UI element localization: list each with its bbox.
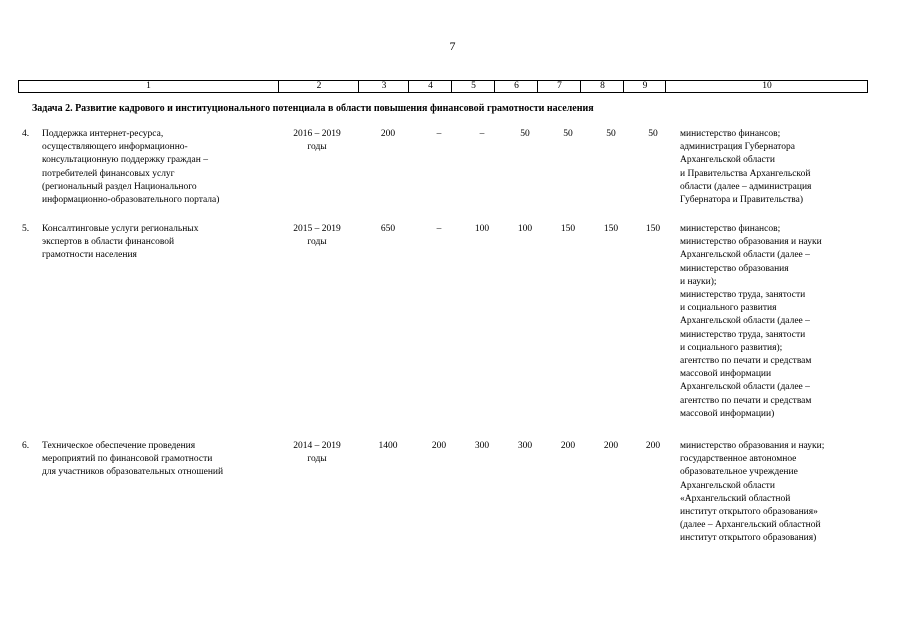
activity-name: Консалтинговые услуги региональных экспертов в области финансовой грамотности населения	[42, 224, 199, 261]
header-col-6: 6	[494, 81, 538, 92]
period: 2015 – 2019 годы	[293, 224, 341, 248]
value-year: 50	[648, 129, 658, 139]
header-col-2: 2	[278, 81, 359, 92]
period: 2014 – 2019 годы	[293, 441, 341, 465]
value-year: 200	[603, 441, 619, 451]
responsible-executors: министерство финансов; администрация Губернатора Архангельской области и Правительства Архангельской области (далее – администрация Губернатора и Правительства)	[680, 129, 812, 206]
value-year: –	[436, 129, 442, 139]
header-col-5: 5	[451, 81, 495, 92]
value-year: 200	[431, 441, 447, 451]
value-year: 200	[645, 441, 661, 451]
responsible-executors: министерство финансов; министерство образования и науки Архангельской области (далее – министерство образования и науки); министерство труда, занятости и социального развития Архангельской области (далее – министерство труда, занятости и социального развития); агентство по печати и средствам массовой информации Архангельской области (далее – агентство по печати и средствам массовой информации)	[680, 224, 822, 419]
header-col-8: 8	[580, 81, 624, 92]
value-year: 150	[603, 224, 619, 234]
value-year: 100	[517, 224, 533, 234]
value-total: 1400	[378, 441, 398, 451]
header-col-9: 9	[623, 81, 666, 92]
value-year: 150	[645, 224, 661, 234]
activity-name: Поддержка интернет-ресурса, осуществляющего информационно- консультационную поддержку граждан – потребителей финансовых услуг (региональный раздел Национального информационно-образовательного портала)	[42, 129, 220, 206]
value-year: 200	[560, 441, 576, 451]
value-year: 300	[474, 441, 490, 451]
row-number: 4.	[22, 129, 30, 139]
header-col-10: 10	[665, 81, 868, 92]
activity-name: Техническое обеспечение проведения мероприятий по финансовой грамотности для участников образовательных отношений	[42, 441, 224, 478]
header-col-1: 1	[146, 81, 151, 91]
value-year: 150	[560, 224, 576, 234]
header-col-4: 4	[408, 81, 452, 92]
value-year: 300	[517, 441, 533, 451]
value-year: 50	[606, 129, 616, 139]
responsible-executors: министерство образования и науки; государственное автономное образовательное учреждение Архангельской области «Архангельский областной институт открытого образования» (далее – Архангельский областной институт открытого образования)	[680, 441, 825, 544]
value-year: 50	[563, 129, 573, 139]
row-number: 6.	[22, 441, 30, 451]
page-number: 7	[449, 39, 456, 53]
row-number: 5.	[22, 224, 30, 234]
value-year: –	[479, 129, 485, 139]
value-year: 100	[474, 224, 490, 234]
value-year: 50	[520, 129, 530, 139]
header-col-3: 3	[358, 81, 409, 92]
value-total: 650	[380, 224, 396, 234]
period: 2016 – 2019 годы	[293, 129, 341, 153]
value-year: –	[436, 224, 442, 234]
column-number-header	[18, 80, 868, 93]
task-title: Задача 2. Развитие кадрового и институционального потенциала в области повышения финансовой грамотности населения	[32, 103, 594, 114]
value-total: 200	[380, 129, 396, 139]
header-col-7: 7	[537, 81, 581, 92]
